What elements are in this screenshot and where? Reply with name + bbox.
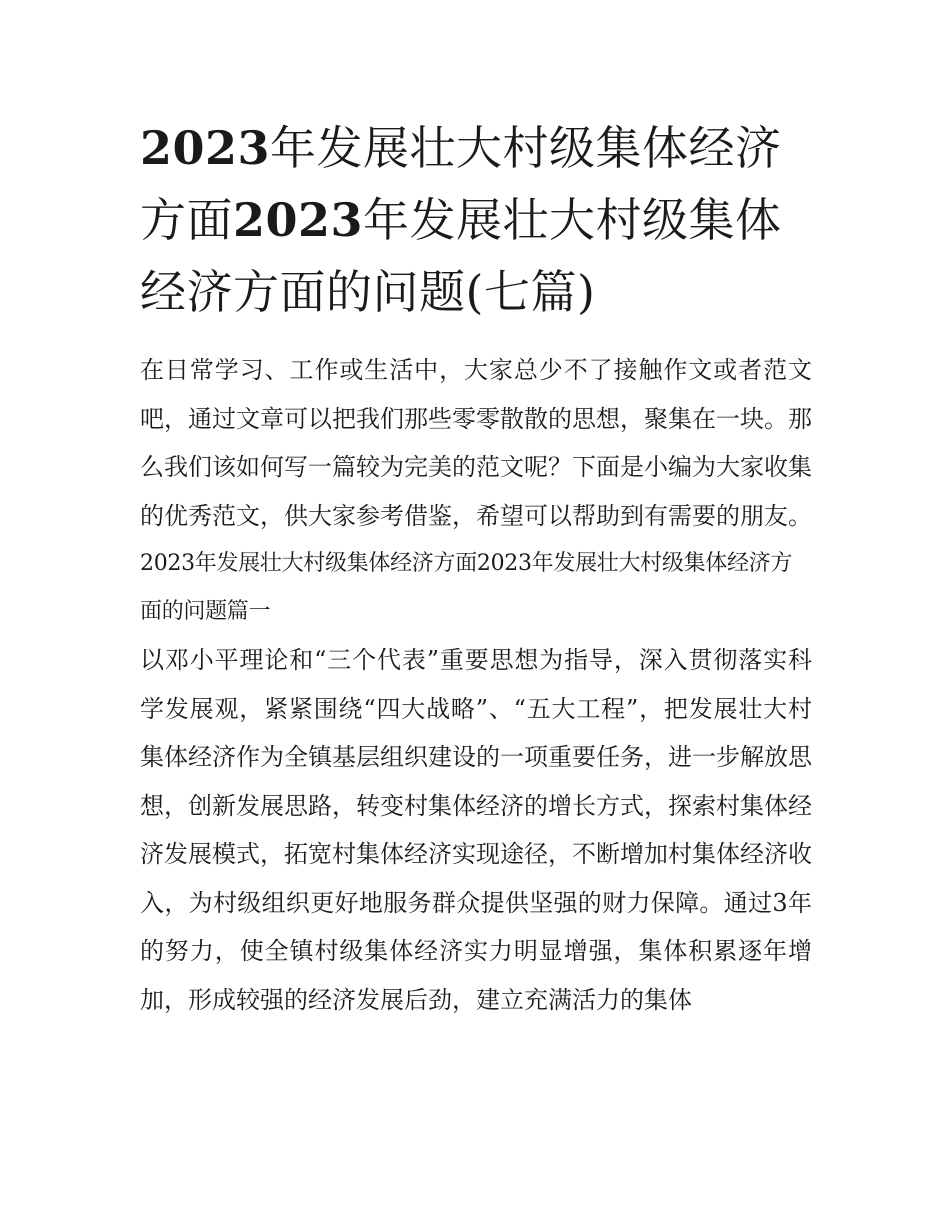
document-title: 2023年发展壮大村级集体经济方面2023年发展壮大村级集体经济方面的问题(七篇): [140, 121, 782, 319]
section-heading: 2023年发展壮大村级集体经济方面2023年发展壮大村级集体经济方面的问题篇一: [140, 551, 793, 624]
document-page: [140, 112, 812, 1024]
body-paragraph: 以邓小平理论和“三个代表”重要思想为指导，深入贯彻落实科学发展观，紧紧围绕“四大战略”、“五大工程”，把发展壮大村集体经济作为全镇基层组织建设的一项重要任务，进一步解放思想，创新发展思路，转变村集体经济的增长方式，探索村集体经济发展模式，拓宽村集体经济实现途径，不断增加村集体经济收入，为村级组织更好地服务群众提供坚强的财力保障。通过3年的努力，使全镇村级集体经济实力明显增强，集体积累逐年增加，形成较强的经济发展后劲，建立充满活力的集体: [140, 646, 812, 1014]
intro-paragraph: 在日常学习、工作或生活中，大家总少不了接触作文或者范文吧，通过文章可以把我们那些零零散散的思想，聚集在一块。那么我们该如何写一篇较为完美的范文呢？下面是小编为大家收集的优秀范文，供大家参考借鉴，希望可以帮助到有需要的朋友。: [140, 356, 812, 530]
